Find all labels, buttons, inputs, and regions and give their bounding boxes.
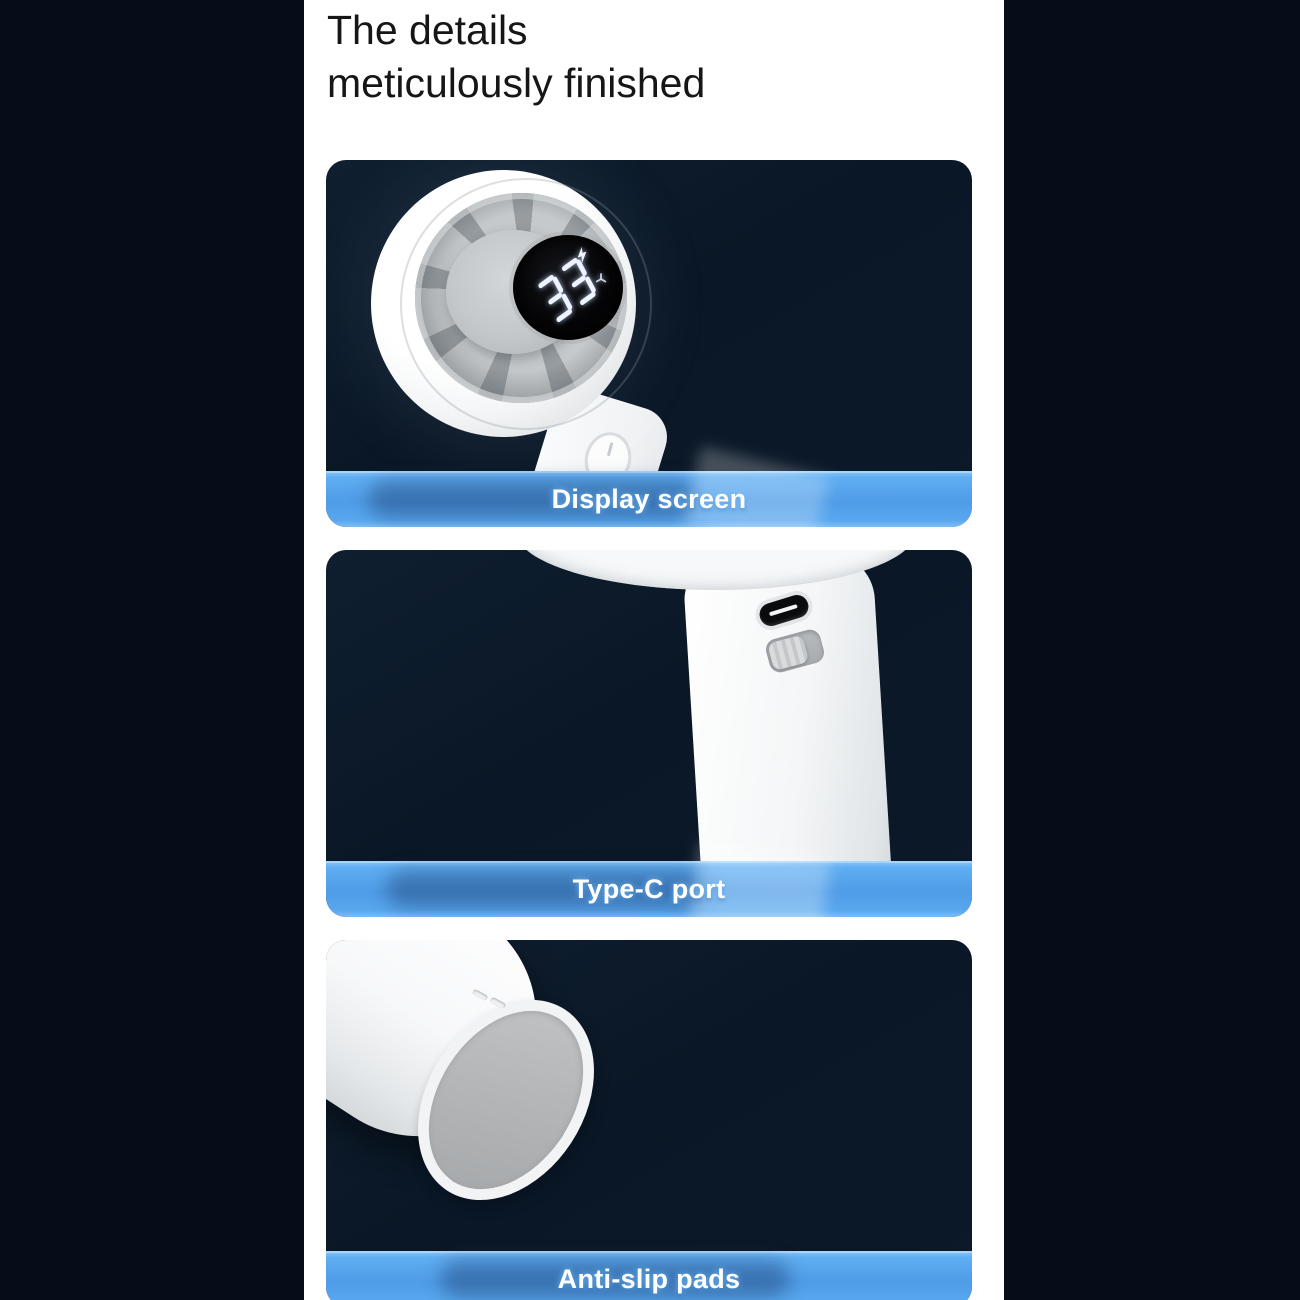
page-title bbox=[327, 4, 705, 110]
seven-segment-digits bbox=[513, 235, 623, 340]
caption-bar-display-screen bbox=[326, 471, 972, 527]
fan-speed-icon bbox=[597, 274, 606, 282]
digit-3-left bbox=[541, 276, 572, 319]
card-anti-slip-pads bbox=[326, 940, 972, 1300]
digit-3-right bbox=[564, 259, 595, 302]
content-column bbox=[304, 0, 1004, 1300]
caption-bar-anti-slip-pads bbox=[326, 1251, 972, 1300]
page-title-line-2: meticulously finished bbox=[327, 60, 706, 106]
led-display bbox=[513, 235, 623, 340]
caption-label: Anti-slip pads bbox=[557, 1264, 741, 1294]
caption-bar-type-c-port bbox=[326, 861, 972, 917]
card-type-c-port bbox=[326, 550, 972, 917]
page-title-line-1: The details bbox=[327, 7, 528, 53]
caption-label: Type-C port bbox=[572, 874, 726, 904]
card-display-screen bbox=[326, 160, 972, 527]
switch-knob bbox=[767, 635, 809, 671]
caption-label: Display screen bbox=[551, 484, 747, 514]
